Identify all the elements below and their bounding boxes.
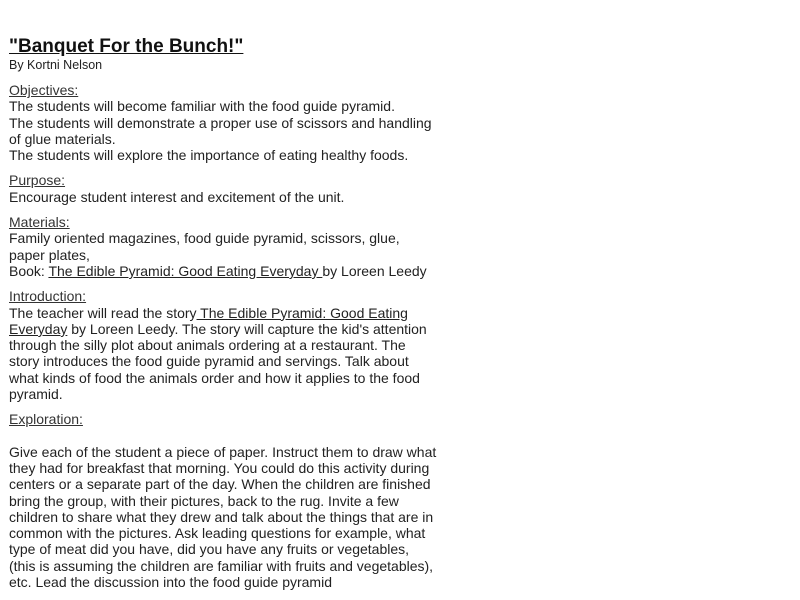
materials-heading: Materials: bbox=[9, 214, 70, 231]
objectives-section bbox=[9, 82, 439, 163]
objective-item: The students will become familiar with the food guide pyramid. bbox=[9, 98, 395, 115]
exploration-section bbox=[9, 411, 439, 590]
book-author: by Loreen Leedy bbox=[322, 262, 427, 279]
introduction-heading: Introduction: bbox=[9, 288, 87, 305]
introduction-book-title: The Edible Pyramid: Good Eating Everyday bbox=[9, 304, 408, 337]
book-title: The Edible Pyramid: Good Eating Everyday bbox=[48, 262, 323, 279]
purpose-text: Encourage student interest and excitement of the unit. bbox=[9, 188, 345, 205]
purpose-heading: Purpose: bbox=[9, 172, 66, 189]
materials-section bbox=[9, 214, 439, 279]
book-label: Book: bbox=[9, 262, 49, 279]
author-byline: By Kortni Nelson bbox=[9, 58, 103, 72]
spacer bbox=[9, 428, 439, 444]
exploration-heading: Exploration: bbox=[9, 411, 83, 428]
purpose-section bbox=[9, 172, 439, 205]
materials-list: Family oriented magazines, food guide pyramid, scissors, glue, paper plates, bbox=[9, 230, 400, 263]
lesson-plan-document bbox=[9, 36, 439, 599]
document-title: "Banquet For the Bunch!" bbox=[9, 36, 244, 57]
exploration-text: Give each of the student a piece of paper. Instruct them to draw what they had for breakfast that morning. You could do this activity during centers or a separate part of the day. When the children are finished bring the group, with their pictures, back to the rug. Invite a few children to share what they drew and talk about the things that are in common with the pictures. Ask leading questions for example, what type of meat did you have, did you have any fruits or vegetables, (this is assuming the children are familiar with fruits and vegetables), etc. Lead the discussion into the food guide pyramid bbox=[9, 443, 437, 591]
introduction-text bbox=[9, 305, 439, 403]
introduction-section bbox=[9, 288, 439, 402]
objective-item: The students will explore the importance of eating healthy foods. bbox=[9, 147, 409, 164]
introduction-text-after: by Loreen Leedy. The story will capture the kid's attention through the silly plot about animals ordering at a restaurant. The story introduces the food guide pyramid and servings. Talk about what kinds of food the animals order and how it applies to the food pyramid. bbox=[9, 320, 427, 403]
materials-book bbox=[9, 263, 439, 279]
objective-item: The students will demonstrate a proper use of scissors and handling of glue materials. bbox=[9, 114, 432, 147]
introduction-text-before: The teacher will read the story bbox=[9, 304, 197, 321]
objectives-heading: Objectives: bbox=[9, 82, 79, 98]
